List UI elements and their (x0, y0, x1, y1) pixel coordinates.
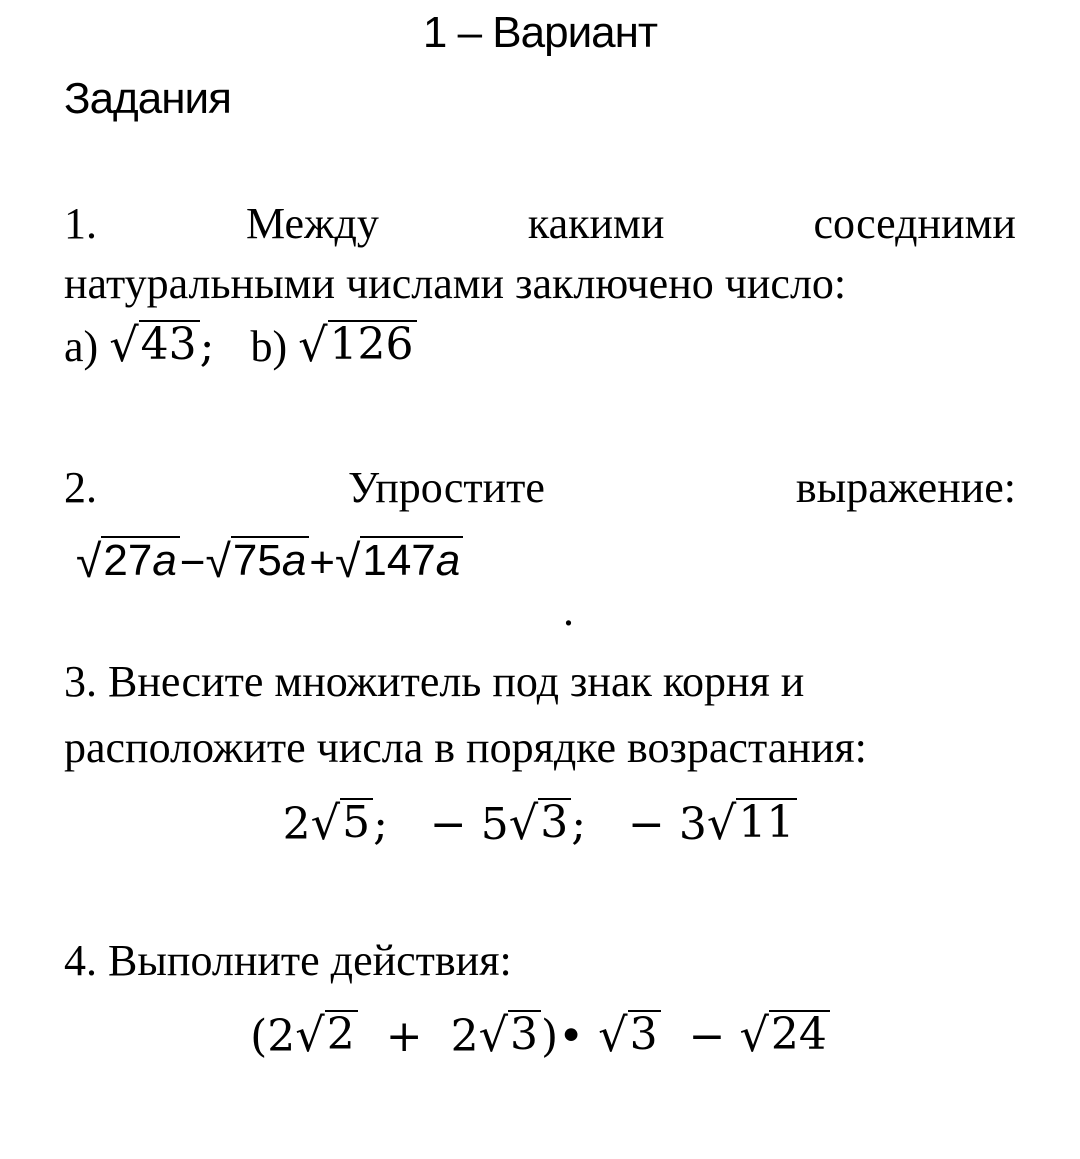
radical-sign-icon: √ (739, 1007, 769, 1062)
task-2-formula (76, 536, 463, 588)
radicand: 24 (769, 1010, 830, 1058)
task-2-word: Упростите (347, 463, 545, 512)
task-1 (64, 198, 1016, 376)
sqrt-5 (310, 795, 373, 850)
task-2 (64, 462, 1016, 518)
task-3-numbers: 2 √ 5 ; − 5 √ 3 ; − 3 √ 11 (0, 798, 1080, 850)
plus-sign: + (385, 1010, 423, 1062)
sqrt-3 (478, 1007, 541, 1062)
radical-sign-icon: √ (706, 795, 737, 850)
variant-title: 1 – Вариант (422, 8, 658, 57)
sqrt-3 (508, 795, 571, 850)
radicand: 3 (508, 1010, 541, 1058)
radicand: 3 (538, 798, 571, 846)
task-2-word: выражение: (795, 463, 1016, 512)
minus-sign: − (429, 798, 467, 850)
task-2-end-dot: . (563, 586, 574, 635)
task-4-line-1: 4. Выполните действия: (64, 936, 512, 985)
radicand: 43 (139, 320, 200, 368)
radicand: 11 (736, 798, 797, 846)
sqrt-126 (298, 317, 416, 372)
radicand: 75a (231, 536, 309, 584)
sqrt-147a (335, 534, 463, 587)
section-heading: Задания (64, 74, 231, 123)
sqrt-27a (76, 534, 180, 587)
radical-sign-icon: √ (76, 534, 102, 587)
task-1-word: какими (527, 199, 665, 248)
sqrt-43 (109, 317, 199, 372)
sqrt-2 (295, 1007, 357, 1062)
radicand: 126 (328, 320, 417, 368)
radicand: 3 (628, 1010, 661, 1058)
radical-sign-icon: √ (598, 1007, 628, 1062)
task-3 (64, 656, 1016, 778)
option-a-label: a) (64, 321, 99, 371)
task-1-number: 1. (64, 199, 97, 248)
task-4 (64, 935, 1016, 991)
task-1-options (64, 317, 1016, 376)
separator: ; (199, 320, 215, 372)
minus-sign: − (628, 798, 665, 850)
task-2-number: 2. (64, 463, 97, 512)
sqrt-75a (205, 534, 310, 587)
task-1-word: Между (246, 199, 379, 248)
sqrt-24 (739, 1007, 829, 1062)
radical-sign-icon: √ (295, 1007, 325, 1062)
radical-sign-icon: √ (109, 317, 139, 372)
task-4-expression: (2 √ 2 + 2 √ 3 )• √ 3 − √ 24 (0, 1010, 1080, 1062)
option-b-label: b) (250, 321, 288, 371)
task-2-line-1 (64, 462, 1016, 518)
radical-sign-icon: √ (205, 534, 231, 587)
task-1-line-1 (64, 198, 1016, 254)
task-3-line-2: расположите числа в порядке возрастания: (64, 723, 867, 772)
radicand: 5 (340, 798, 373, 846)
radical-sign-icon: √ (298, 317, 328, 372)
operator-plus: + (309, 537, 335, 587)
radicand: 2 (325, 1010, 358, 1058)
radical-sign-icon: √ (335, 534, 361, 587)
sqrt-11 (706, 795, 797, 850)
radical-sign-icon: √ (508, 795, 539, 850)
operator-minus: − (179, 537, 206, 587)
task-3-line-1: 3. Внесите множитель под знак корня и (64, 657, 805, 706)
radicand: 27a (101, 536, 179, 584)
task-1-word: соседними (813, 199, 1016, 248)
radical-sign-icon: √ (478, 1007, 509, 1062)
minus-sign: − (688, 1010, 726, 1062)
radicand: 147a (360, 536, 463, 584)
task-1-line-2: натуральными числами заключено число: (64, 259, 847, 308)
radical-sign-icon: √ (310, 795, 341, 850)
sqrt-3 (598, 1007, 660, 1062)
